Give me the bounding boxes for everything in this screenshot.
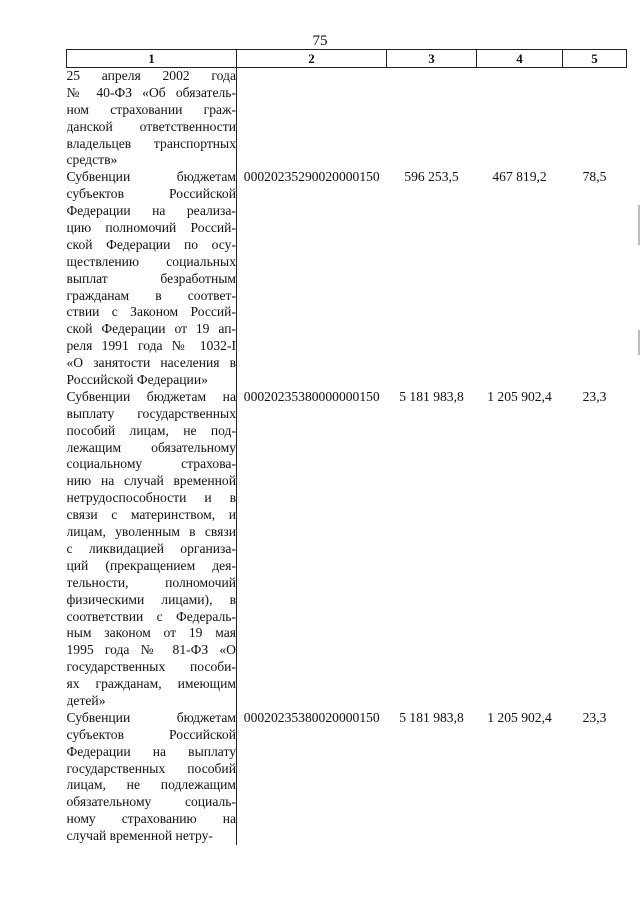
description-line: лежащим обязательному	[66, 439, 236, 455]
description-line: владельцев транспортных	[66, 135, 236, 151]
header-col-3: 3	[387, 50, 477, 68]
description-line: с ликвидацией организа-	[66, 540, 236, 556]
description-line: «О занятости населения в	[66, 355, 236, 371]
description-line: № 40-ФЗ «Об обязатель-	[66, 84, 236, 100]
description-line: государственных пособи-	[66, 659, 236, 675]
row-code: 00020235290020000150	[243, 169, 380, 185]
table-row	[67, 169, 627, 389]
row-description	[67, 389, 237, 710]
description-line: субъектов Российской	[66, 186, 236, 202]
description-line: пособий лицам, не под-	[66, 422, 236, 438]
header-col-5: 5	[563, 50, 627, 68]
description-line: субъектов Российской	[66, 726, 236, 742]
table-row	[67, 710, 627, 845]
description-line: Федерации на выплату	[66, 743, 236, 759]
description-line: Субвенции бюджетам на	[66, 388, 236, 404]
description-line: социальному страхова-	[66, 456, 236, 472]
description-line: детей»	[66, 692, 106, 708]
description-line: Субвенции бюджетам	[66, 709, 236, 725]
description-line: данской ответственности	[66, 118, 236, 134]
description-line: ществлению социальных	[66, 253, 236, 269]
description-line: средств»	[66, 152, 118, 168]
row-value-5: 23,3	[582, 709, 607, 725]
row-value-4	[477, 68, 563, 170]
description-line: нию на случай временной	[66, 473, 236, 489]
row-value-3: 596 253,5	[404, 169, 459, 185]
description-line: нетрудоспособности и в	[66, 490, 236, 506]
row-value-4: 1 205 902,4	[487, 709, 552, 725]
row-description	[67, 68, 237, 170]
description-line: лицам, уволенным в связи	[66, 524, 236, 540]
description-line: лицам, не подлежащим	[66, 777, 236, 793]
row-value-5: 23,3	[582, 388, 607, 404]
description-line: соответствии с Федераль-	[66, 608, 236, 624]
row-description	[67, 169, 237, 389]
description-line: случай временной нетру-	[66, 828, 213, 844]
description-line: государственных пособий	[66, 760, 236, 776]
description-line: ном страховании граж-	[66, 101, 236, 117]
description-line: ской Федерации по осу-	[66, 236, 236, 252]
description-line: выплату государственных	[66, 405, 236, 421]
header-col-2: 2	[237, 50, 387, 68]
description-line: тельности, полномочий	[66, 574, 236, 590]
description-line: Субвенции бюджетам	[66, 169, 236, 185]
description-line: ным законом от 19 мая	[66, 625, 236, 641]
row-value-5	[563, 68, 627, 170]
header-col-4: 4	[477, 50, 563, 68]
description-line: ному страхованию на	[66, 811, 236, 827]
header-col-1: 1	[67, 50, 237, 68]
row-code	[237, 68, 387, 170]
description-line: ях гражданам, имеющим	[66, 676, 236, 692]
row-value-4: 1 205 902,4	[487, 388, 552, 404]
description-line: 25 апреля 2002 года	[66, 68, 236, 83]
description-line: гражданам в соответ-	[66, 287, 236, 303]
table-header-row	[67, 50, 627, 68]
description-line: выплат безработным	[66, 270, 236, 286]
description-line: Федерации на реализа-	[66, 203, 236, 219]
table-row	[67, 68, 627, 170]
description-line: физическими лицами), в	[66, 591, 236, 607]
row-value-3	[387, 68, 477, 170]
row-value-4: 467 819,2	[492, 169, 547, 185]
row-value-5: 78,5	[582, 169, 607, 185]
row-value-3: 5 181 983,8	[399, 709, 464, 725]
description-line: цию полномочий Россий-	[66, 220, 236, 236]
description-line: ций (прекращением дея-	[66, 557, 236, 573]
description-line: 1995 года № 81-ФЗ «О	[66, 642, 236, 658]
row-code: 00020235380000000150	[243, 388, 380, 404]
page-number: 75	[312, 33, 328, 49]
table-row	[67, 389, 627, 710]
budget-table	[66, 49, 627, 845]
description-line: Российской Федерации»	[66, 372, 208, 388]
description-line: ской Федерации от 19 ап-	[66, 321, 236, 337]
description-line: реля 1991 года № 1032-I	[66, 338, 236, 354]
row-description	[67, 710, 237, 845]
description-line: обязательному социаль-	[66, 794, 236, 810]
description-line: связи с материнством, и	[66, 507, 236, 523]
row-value-3: 5 181 983,8	[399, 388, 464, 404]
description-line: ствии с Законом Россий-	[66, 304, 236, 320]
row-code: 00020235380020000150	[243, 709, 380, 725]
